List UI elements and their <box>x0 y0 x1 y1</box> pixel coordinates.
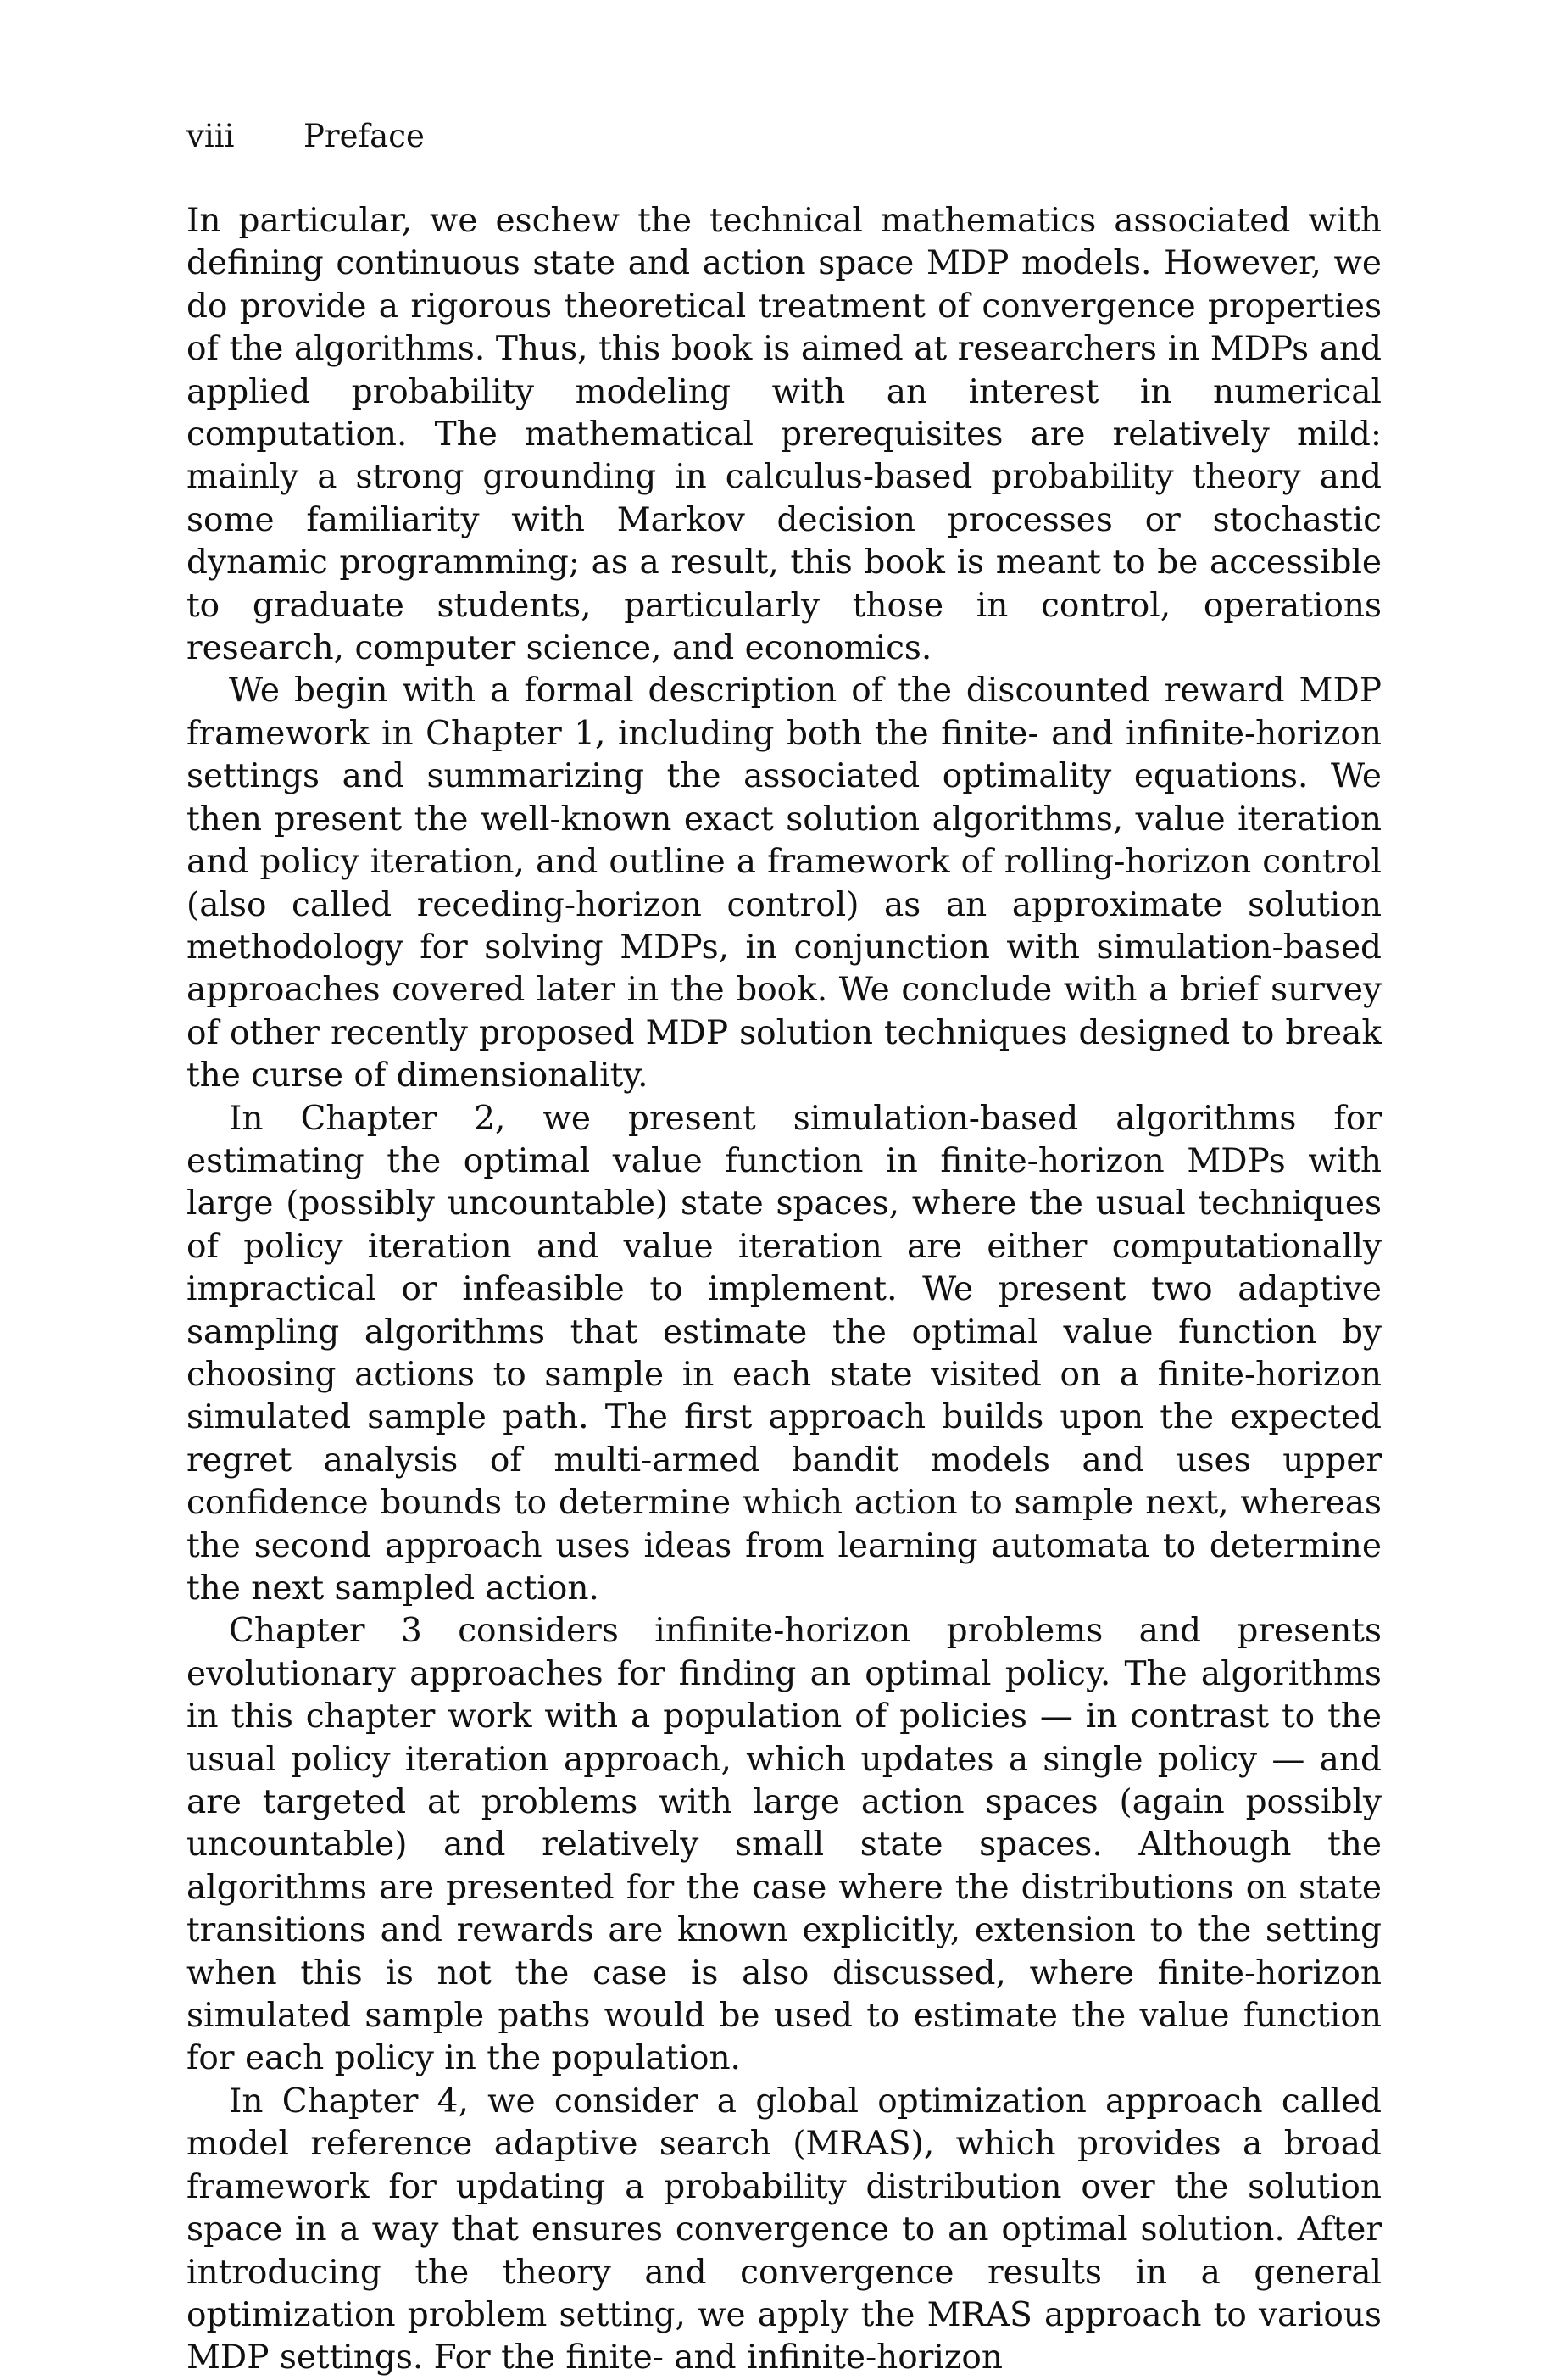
section-title: Preface <box>303 118 425 154</box>
paragraph-4: Chapter 3 considers infinite-horizon problems and presents evolutionary approaches for finding an optimal policy. The algorithms in this chapter work with a population of policies — in contrast to the usual policy iteration approach, which updates a single policy — and are targeted at problems with large action spaces (again possibly uncountable) and relatively small state spaces. Although the algorithms are presented for the case where the distributions on state transitions and rewards are known explicitly, extension to the setting when this is not the case is also discussed, where finite-horizon simulated sample paths would be used to estimate the value function for each policy in the population. <box>186 1612 1382 2078</box>
paragraph-2: We begin with a formal description of the discounted reward MDP framework in Chapter 1, including both the finite- and infinite-horizon settings and summarizing the associated optimality equations. We then present the well-known exact solution algorithms, value iteration and policy iteration, and outline a framework of rolling-horizon control (also called receding-horizon control) as an approximate solution methodology for solving MDPs, in conjunction with simulation-based approaches covered later in the book. We conclude with a brief survey of other recently proposed MDP solution techniques designed to break the curse of dimensionality. <box>186 672 1382 1095</box>
running-head <box>186 110 1382 163</box>
page-number: viii <box>186 118 235 154</box>
book-page <box>186 110 1382 2380</box>
paragraph-3: In Chapter 2, we present simulation-based algorithms for estimating the optimal value function in finite-horizon MDPs with large (possibly uncountable) state spaces, where the usual techniques of policy iteration and value iteration are either computationally impractical or infeasible to implement. We present two adaptive sampling algorithms that estimate the optimal value function by choosing actions to sample in each state visited on a finite-horizon simulated sample path. The first approach builds upon the expected regret analysis of multi-armed bandit models and uses upper confidence bounds to determine which action to sample next, whereas the second approach uses ideas from learning automata to determine the next sampled action. <box>186 1099 1382 1608</box>
paragraph-1: In particular, we eschew the technical mathematics associated with defining continuous state and action space MDP models. However, we do provide a rigorous theoretical treatment of convergence properties of the algorithms. Thus, this book is aimed at researchers in MDPs and applied probability modeling with an interest in numerical computation. The mathematical prerequisites are relatively mild: mainly a strong grounding in calculus-based probability theory and some familiarity with Markov decision processes or stochastic dynamic programming; as a result, this book is meant to be accessible to graduate students, particularly those in control, operations research, computer science, and economics. <box>186 202 1382 668</box>
paragraph-5: In Chapter 4, we consider a global optimization approach called model reference adaptive search (MRAS), which provides a broad framework for updating a probability distribution over the solution space in a way that ensures convergence to an optimal solution. After introducing the theory and convergence results in a general optimization problem setting, we apply the MRAS approach to various MDP settings. For the finite- and infinite-horizon <box>186 2082 1382 2377</box>
body-text <box>186 200 1382 2380</box>
